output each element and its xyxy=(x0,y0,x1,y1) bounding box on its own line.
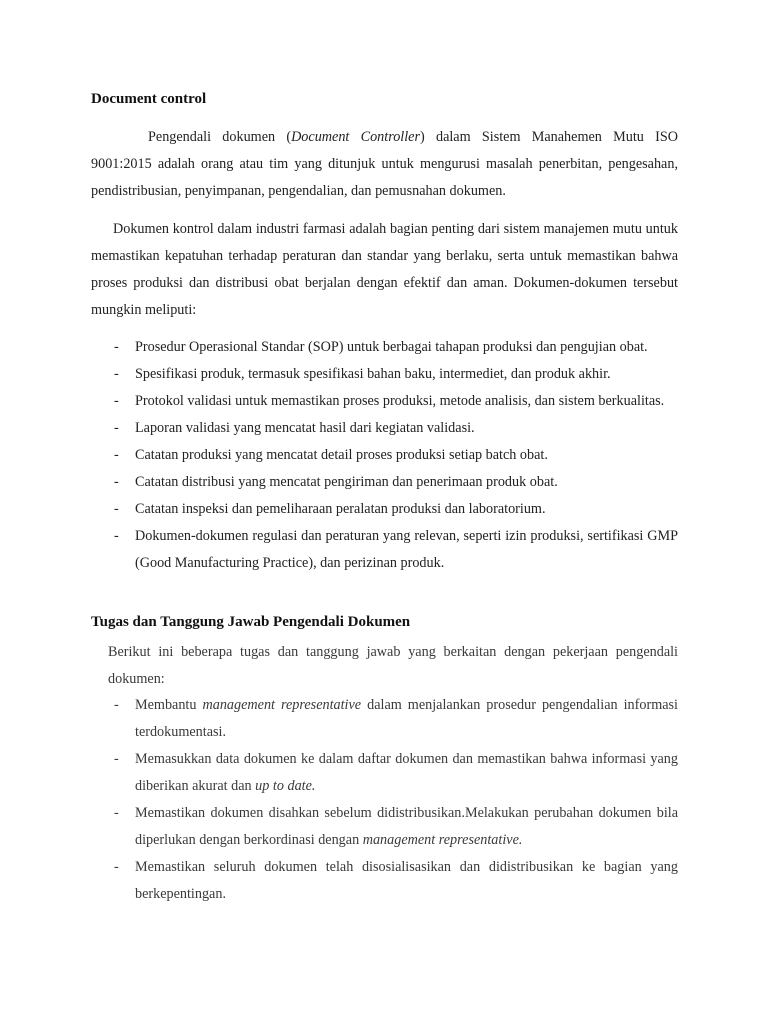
dash-bullet: - xyxy=(114,859,119,875)
list-item xyxy=(0,746,768,800)
duty-3-italic: management representative. xyxy=(362,832,523,848)
dash-bullet: - xyxy=(114,366,119,382)
list-item xyxy=(0,496,768,523)
paragraph-industry: Dokumen kontrol dalam industri farmasi adalah bagian penting dari sistem manajemen mutu untuk memastikan kepatuhan terhadap peraturan dan standar yang berlaku, serta untuk memastikan bahwa proses produksi dan distribusi obat berjalan dengan efektif dan aman. Dokumen-dokumen tersebut mungkin meliputi: xyxy=(91,221,678,318)
dash-bullet: - xyxy=(114,501,119,517)
list-item xyxy=(0,800,768,854)
list-item xyxy=(0,692,768,746)
list-item xyxy=(0,523,768,577)
list-item-text: Catatan distribusi yang mencatat pengiriman dan penerimaan produk obat. xyxy=(135,474,558,490)
duty-2-italic: up to date. xyxy=(255,778,316,794)
list-item-text: Dokumen-dokumen regulasi dan peraturan yang relevan, seperti izin produksi, sertifikasi GMP (Good Manufacturing Practice), dan perizinan produk. xyxy=(135,528,678,571)
list-item-text: Prosedur Operasional Standar (SOP) untuk berbagai tahapan produksi dan pengujian obat. xyxy=(135,339,648,355)
paragraph-definition-italic: Document Controller xyxy=(291,129,420,145)
duty-3-text-a: Memastikan dokumen disahkan sebelum didistribusikan.Melakukan perubahan dokumen bila diperlukan dengan berkordinasi dengan xyxy=(135,805,678,848)
dash-bullet: - xyxy=(114,339,119,355)
list-item xyxy=(0,469,768,496)
paragraph-duties-intro: Berikut ini beberapa tugas dan tanggung jawab yang berkaitan dengan pekerjaan pengendali dokumen: xyxy=(108,644,678,687)
duties-list xyxy=(0,692,768,908)
list-item-text: Spesifikasi produk, termasuk spesifikasi bahan baku, intermediet, dan produk akhir. xyxy=(135,366,611,382)
dash-bullet: - xyxy=(114,528,119,544)
duty-1-text-a: Membantu xyxy=(135,697,203,713)
list-item xyxy=(0,442,768,469)
paragraph-definition xyxy=(91,124,678,205)
duty-1-text-b: dalam menjalankan prosedur pengendalian informasi terdokumentasi. xyxy=(135,697,678,740)
dash-bullet: - xyxy=(114,447,119,463)
duty-2-text-a: Memasukkan data dokumen ke dalam daftar dokumen dan memastikan bahwa informasi yang diberikan akurat dan xyxy=(135,751,678,794)
list-item-text: Memastikan seluruh dokumen telah disosialisasikan dan didistribusikan ke bagian yang berkepentingan. xyxy=(135,859,678,902)
list-item-text: Laporan validasi yang mencatat hasil dari kegiatan validasi. xyxy=(135,420,475,436)
dash-bullet: - xyxy=(114,393,119,409)
dash-bullet: - xyxy=(114,697,119,713)
paragraph-definition-text-b: ) dalam Sistem Manahemen Mutu ISO 9001:2015 adalah orang atau tim yang ditunjuk untuk mengurusi masalah penerbitan, pengesahan, pendistribusian, penyimpanan, pengendalian, dan pemusnahan dokumen. xyxy=(91,129,678,199)
list-item-text xyxy=(135,746,678,800)
list-item-text xyxy=(135,692,678,746)
duty-1-italic: management representative xyxy=(202,697,362,713)
document-types-list xyxy=(0,334,768,577)
dash-bullet: - xyxy=(114,751,119,767)
list-item-text: Catatan inspeksi dan pemeliharaan peralatan produksi dan laboratorium. xyxy=(135,501,546,517)
list-item xyxy=(0,415,768,442)
dash-bullet: - xyxy=(114,420,119,436)
list-item xyxy=(0,854,768,908)
dash-bullet: - xyxy=(114,805,119,821)
list-item-text: Catatan produksi yang mencatat detail proses produksi setiap batch obat. xyxy=(135,447,548,463)
section-heading-duties: Tugas dan Tanggung Jawab Pengendali Dokumen xyxy=(91,614,411,630)
list-item-text xyxy=(135,800,678,854)
section-heading-document-control: Document control xyxy=(91,91,207,107)
paragraph-definition-text-a: Pengendali dokumen ( xyxy=(148,129,292,145)
list-item xyxy=(0,388,768,415)
list-item-text: Protokol validasi untuk memastikan proses produksi, metode analisis, dan sistem berkualitas. xyxy=(135,393,665,409)
dash-bullet: - xyxy=(114,474,119,490)
list-item xyxy=(0,334,768,361)
list-item xyxy=(0,361,768,388)
